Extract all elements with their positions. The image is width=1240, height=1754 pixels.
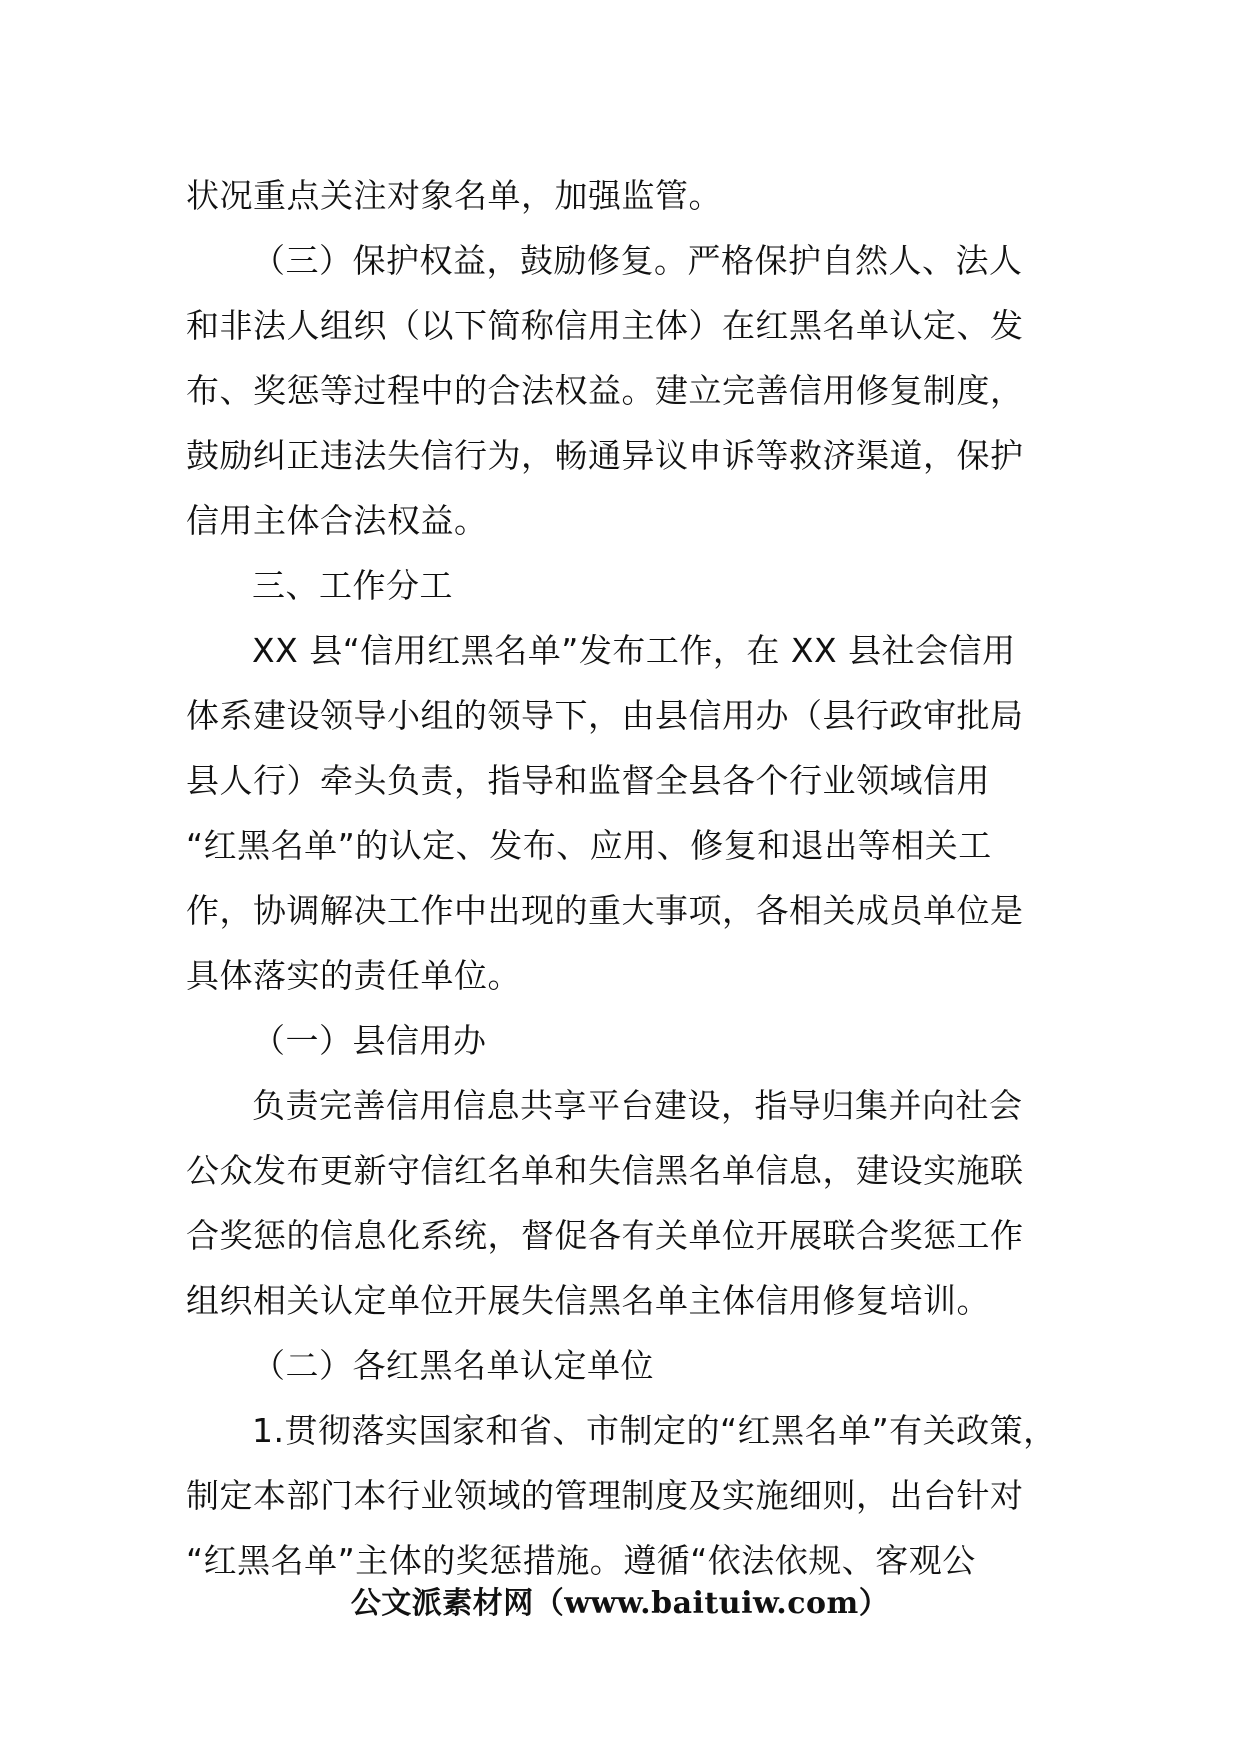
section-heading: 三、工作分工 — [252, 566, 453, 605]
text-line: 信用主体合法权益。 — [186, 501, 488, 540]
document-body — [186, 163, 1066, 1593]
text-line: （三）保护权益，鼓励修复。严格保护自然人、法人 — [252, 241, 1023, 280]
text-line: 县人行）牵头负责，指导和监督全县各个行业领域信用 — [186, 761, 990, 800]
text-line: 状况重点关注对象名单，加强监管。 — [186, 176, 722, 215]
subsection-heading: （一）县信用办 — [252, 1021, 487, 1060]
text-line: 合奖惩的信息化系统，督促各有关单位开展联合奖惩工作 — [186, 1216, 1024, 1255]
text-line: 1.贯彻落实国家和省、市制定的“红黑名单”有关政策， — [252, 1411, 1057, 1450]
text-line: 负责完善信用信息共享平台建设，指导归集并向社会 — [252, 1086, 1023, 1125]
text-line: 布、奖惩等过程中的合法权益。建立完善信用修复制度， — [186, 371, 1024, 410]
text-line: “红黑名单”的认定、发布、应用、修复和退出等相关工 — [186, 826, 992, 865]
text-line: 制定本部门本行业领域的管理制度及实施细则，出台针对 — [186, 1476, 1024, 1515]
text-line: XX 县“信用红黑名单”发布工作，在 XX 县社会信用 — [252, 631, 1016, 670]
text-line: 公众发布更新守信红名单和失信黑名单信息，建设实施联 — [186, 1151, 1024, 1190]
text-line: 和非法人组织（以下简称信用主体）在红黑名单认定、发 — [186, 306, 1024, 345]
text-line: “红黑名单”主体的奖惩措施。遵循“依法依规、客观公 — [186, 1541, 976, 1580]
footer-watermark: 公文派素材网（www.baituiw.com） — [350, 1586, 890, 1621]
subsection-heading: （二）各红黑名单认定单位 — [252, 1346, 654, 1385]
text-line: 组织相关认定单位开展失信黑名单主体信用修复培训。 — [186, 1281, 990, 1320]
text-line: 具体落实的责任单位。 — [186, 956, 521, 995]
text-line: 作，协调解决工作中出现的重大事项，各相关成员单位是 — [186, 891, 1024, 930]
text-line: 鼓励纠正违法失信行为，畅通异议申诉等救济渠道，保护 — [186, 436, 1024, 475]
text-line: 体系建设领导小组的领导下，由县信用办（县行政审批局 — [186, 696, 1024, 735]
